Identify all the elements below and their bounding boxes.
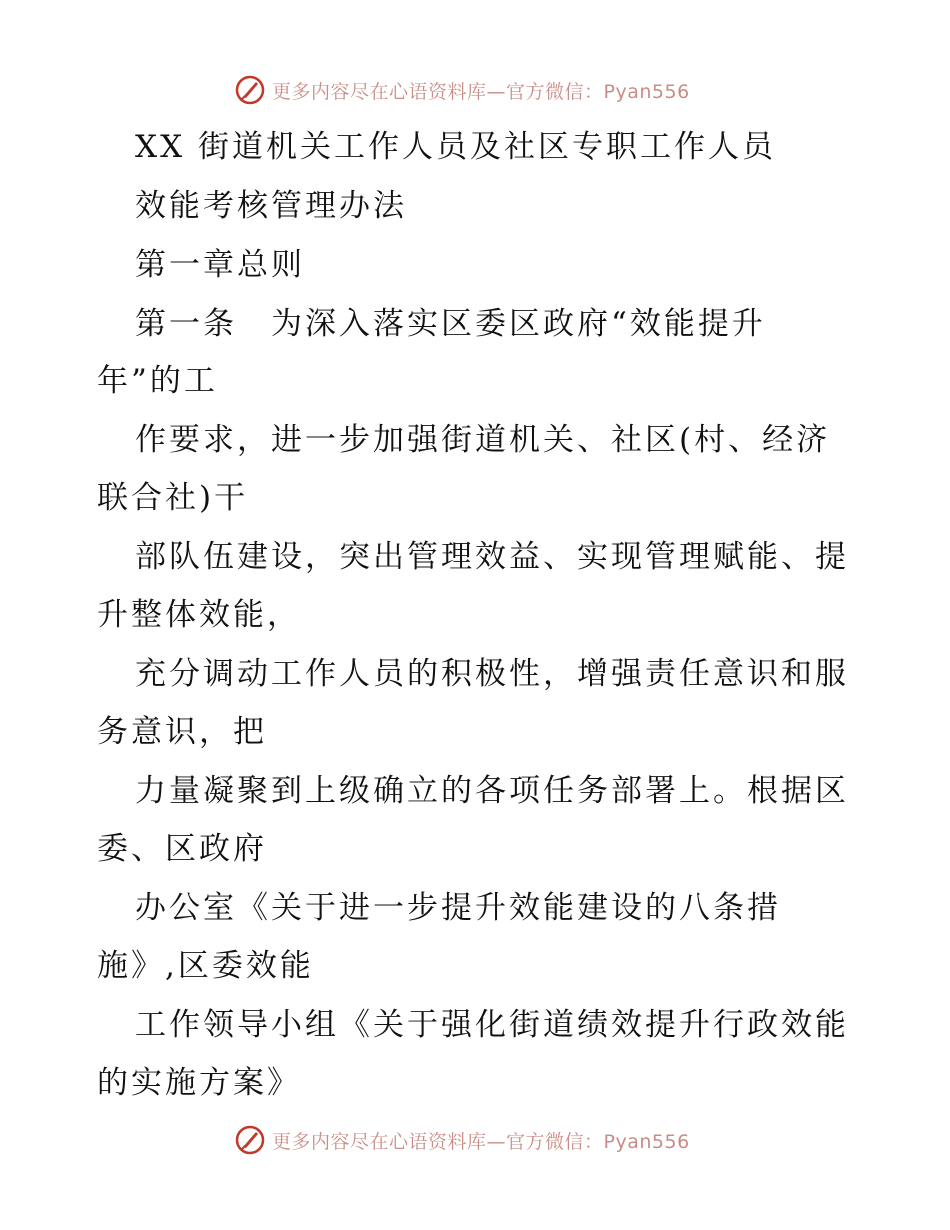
title-line-2: 效能考核管理办法: [135, 188, 407, 224]
title-line-1: XX 街道机关工作人员及社区专职工作人员: [135, 129, 776, 165]
watermark-text: 更多内容尽在心语资料库—官方微信：Pyan556: [272, 80, 690, 103]
text-line: 办公室《关于进一步提升效能建设的八条措: [135, 890, 781, 926]
text-line: 施》,区委效能: [97, 948, 314, 984]
text-line: 部队伍建设，突出管理效益、实现管理赋能、提: [135, 539, 849, 575]
text-line: 委、区政府: [97, 831, 267, 867]
watermark-footer: [234, 1122, 754, 1158]
text-line: 工作领导小组《关于强化街道绩效提升行政效能: [135, 1007, 849, 1043]
text-line: 的实施方案》: [97, 1065, 301, 1101]
chapter-heading: 第一章总则: [135, 247, 305, 283]
watermark-text: 更多内容尽在心语资料库—官方微信：Pyan556: [272, 1130, 690, 1153]
quill-logo-icon: [234, 1124, 266, 1156]
text-line: 务意识，把: [97, 714, 267, 750]
text-line: 力量凝聚到上级确立的各项任务部署上。根据区: [135, 773, 849, 809]
text-line: 年”的工: [97, 363, 218, 399]
text-line: 联合社)干: [97, 480, 249, 516]
text-line: 充分调动工作人员的积极性，增强责任意识和服: [135, 656, 849, 692]
text-line: 升整体效能，: [97, 597, 301, 633]
text-line: 作要求，进一步加强街道机关、社区(村、经济: [135, 422, 831, 458]
text-line: 第一条 为深入落实区委区政府“效能提升: [135, 306, 766, 342]
